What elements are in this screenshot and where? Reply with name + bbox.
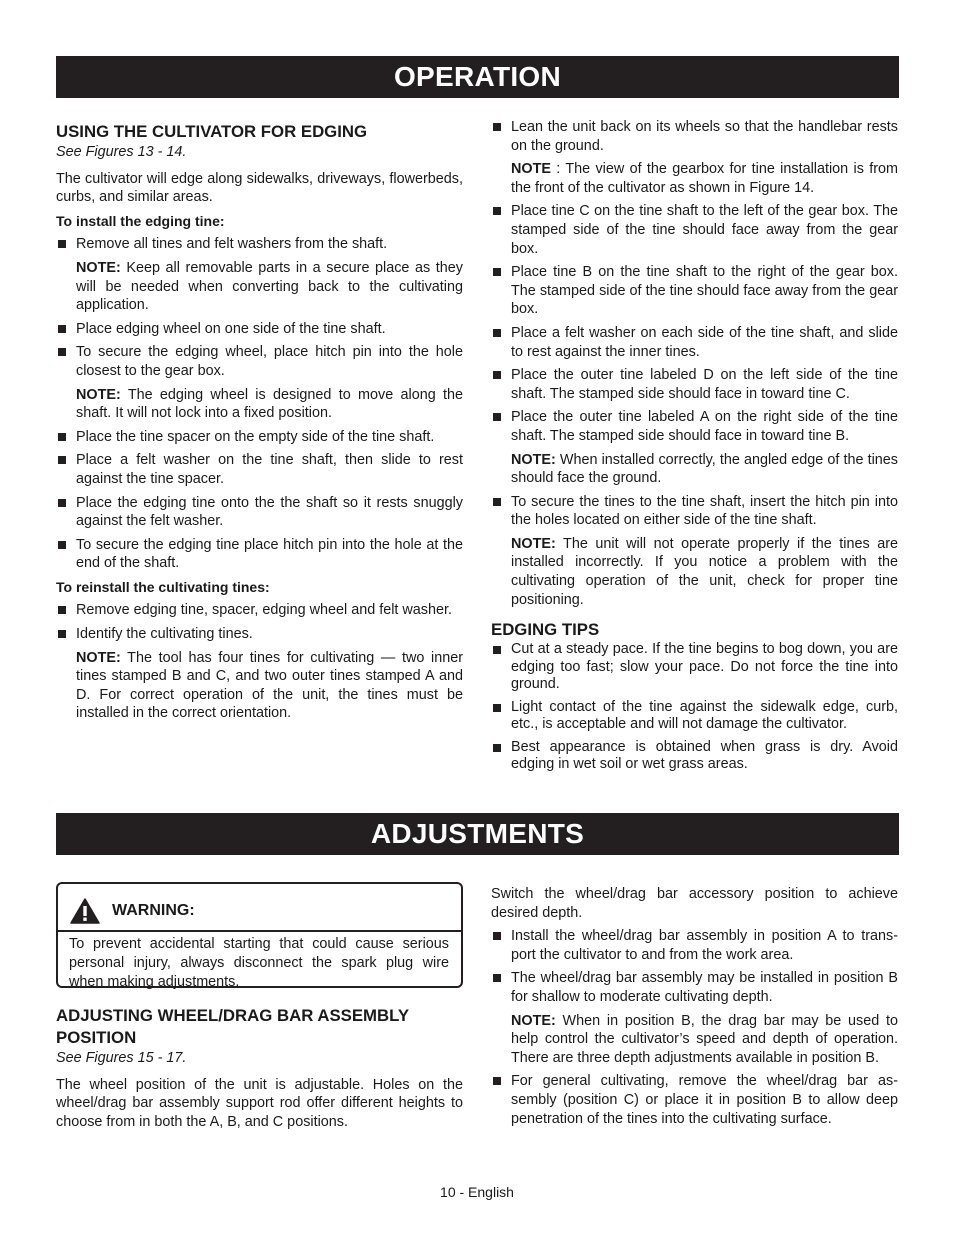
list-item: Cut at a steady pace. If the tine begins to bog down, you are edging too fast; slow your pace. Do not force the tine into ground. (491, 641, 898, 694)
list-item: Place a felt washer on each side of the tine shaft, and slide to rest against the inner tines. (491, 324, 898, 361)
operation-left-column (56, 121, 463, 728)
square-bullet-icon (58, 630, 66, 638)
edging-tips-heading: EDGING TIPS (491, 620, 600, 640)
reinstall-subheading: To reinstall the cultivating tines: (56, 578, 270, 595)
square-bullet-icon (493, 329, 501, 337)
note: NOTE: When in position B, the drag bar may be used to help control the cultivator’s speed and depth of operation. There are three depth adjustments available in position B. (511, 1012, 898, 1066)
square-bullet-icon (493, 646, 501, 654)
list-item: To secure the edging tine place hitch pin into the hole at the end of the shaft. (56, 536, 463, 573)
warning-header (70, 898, 195, 924)
square-bullet-icon (58, 433, 66, 441)
list-item: Light contact of the tine against the sidewalk edge, curb, etc., is acceptable and will not damage the cultivator. (491, 699, 898, 734)
list-item: For general cultivating, remove the wheel/drag bar as-sembly (position C) or place it in position B to allow deep penetration of the tines into the cultivating surface. (491, 1072, 898, 1128)
square-bullet-icon (58, 240, 66, 248)
square-bullet-icon (58, 606, 66, 614)
square-bullet-icon (493, 123, 501, 131)
list-item: Place edging wheel on one side of the tine shaft. (56, 320, 463, 339)
square-bullet-icon (58, 499, 66, 507)
list-item: Place a felt washer on the tine shaft, then slide to rest against the tine spacer. (56, 451, 463, 488)
square-bullet-icon (58, 325, 66, 333)
warning-box (56, 882, 463, 988)
adjustments-right-column (491, 885, 898, 1133)
page-footer: 10 - English (440, 1184, 514, 1200)
list-item: Best appearance is obtained when grass is dry. Avoid edging in wet soil or wet grass areas. (491, 739, 898, 774)
see-figures: See Figures 15 - 17. (56, 1050, 187, 1066)
warning-label: WARNING: (112, 902, 195, 919)
list-item: The wheel/drag bar assembly may be installed in position B for shallow to moderate cultivating depth. (491, 969, 898, 1006)
square-bullet-icon (493, 974, 501, 982)
square-bullet-icon (58, 456, 66, 464)
operation-banner: OPERATION (56, 56, 899, 98)
edging-heading: USING THE CULTIVATOR FOR EDGING (56, 122, 368, 141)
square-bullet-icon (58, 348, 66, 356)
square-bullet-icon (493, 1077, 501, 1085)
note: NOTE: The unit will not operate properly if the tines are installed incorrectly. If you notice a problem with the cultivating operation of the unit, check for proper tine positioning. (511, 535, 898, 608)
note: NOTE: Keep all removable parts in a secure place as they will be needed when converting back to the cultivating application. (76, 259, 463, 314)
list-item: Place tine C on the tine shaft to the left of the gear box. The stamped side of the tine should face away from the gear box. (491, 202, 898, 258)
list-item: To secure the edging wheel, place hitch pin into the hole closest to the gear box. (56, 343, 463, 380)
square-bullet-icon (58, 541, 66, 549)
adjusting-heading: ADJUSTING WHEEL/DRAG BAR ASSEMBLY POSITION (56, 1006, 409, 1047)
list-item: Remove edging tine, spacer, edging wheel and felt washer. (56, 601, 463, 620)
list-item: Place the outer tine labeled A on the right side of the tine shaft. The stamped side should face in toward tine B. (491, 408, 898, 445)
square-bullet-icon (493, 413, 501, 421)
list-item: Place tine B on the tine shaft to the right of the gear box. The stamped side of the tine should face away from the gear box. (491, 263, 898, 319)
square-bullet-icon (493, 704, 501, 712)
list-item: Install the wheel/drag bar assembly in position A to trans-port the cultivator to and from the work area. (491, 927, 898, 964)
square-bullet-icon (493, 268, 501, 276)
warning-divider (58, 930, 461, 932)
see-figures: See Figures 13 - 14. (56, 144, 187, 160)
list-item: Lean the unit back on its wheels so that the handlebar rests on the ground. (491, 118, 898, 155)
list-item: Identify the cultivating tines. (56, 625, 463, 644)
list-item: Remove all tines and felt washers from the shaft. (56, 235, 463, 254)
adjustments-left-column (56, 1005, 463, 1136)
square-bullet-icon (493, 207, 501, 215)
square-bullet-icon (493, 371, 501, 379)
warning-text: To prevent accidental starting that could cause serious personal injury, always disconnect the spark plug wire when making adjustments. (69, 936, 449, 990)
adjusting-intro: The wheel position of the unit is adjustable. Holes on the wheel/drag bar assembly support rod offer different heights to choose from in both the A, B, and C positions. (56, 1076, 463, 1130)
note: NOTE: The tool has four tines for cultivating — two inner tines stamped B and C, and two outer tines stamped A and D. For correct operation of the unit, the tines must be installed in the correct orientation. (76, 649, 463, 722)
square-bullet-icon (493, 744, 501, 752)
install-subheading: To install the edging tine: (56, 212, 225, 229)
warning-triangle-icon (70, 898, 100, 924)
list-item: Place the outer tine labeled D on the left side of the tine shaft. The stamped side should face in toward tine C. (491, 366, 898, 403)
intro-text: The cultivator will edge along sidewalks, driveways, flowerbeds, curbs, and similar areas. (56, 170, 463, 206)
square-bullet-icon (493, 932, 501, 940)
operation-right-column (491, 118, 898, 779)
depth-intro: Switch the wheel/drag bar accessory position to achieve desired depth. (491, 886, 898, 921)
list-item: Place the tine spacer on the empty side of the tine shaft. (56, 428, 463, 447)
list-item: Place the edging tine onto the the shaft so it rests snuggly against the felt washer. (56, 494, 463, 531)
note: NOTE: The edging wheel is designed to move along the shaft. It will not lock into a fixed position. (76, 386, 463, 422)
square-bullet-icon (493, 498, 501, 506)
note: NOTE: When installed correctly, the angled edge of the tines should face the ground. (511, 451, 898, 487)
adjustments-banner: ADJUSTMENTS (56, 813, 899, 855)
note: NOTE : The view of the gearbox for tine installation is from the front of the cultivator as shown in Figure 14. (511, 161, 898, 196)
list-item: To secure the tines to the tine shaft, insert the hitch pin into the holes located on either side of the tine shaft. (491, 493, 898, 530)
